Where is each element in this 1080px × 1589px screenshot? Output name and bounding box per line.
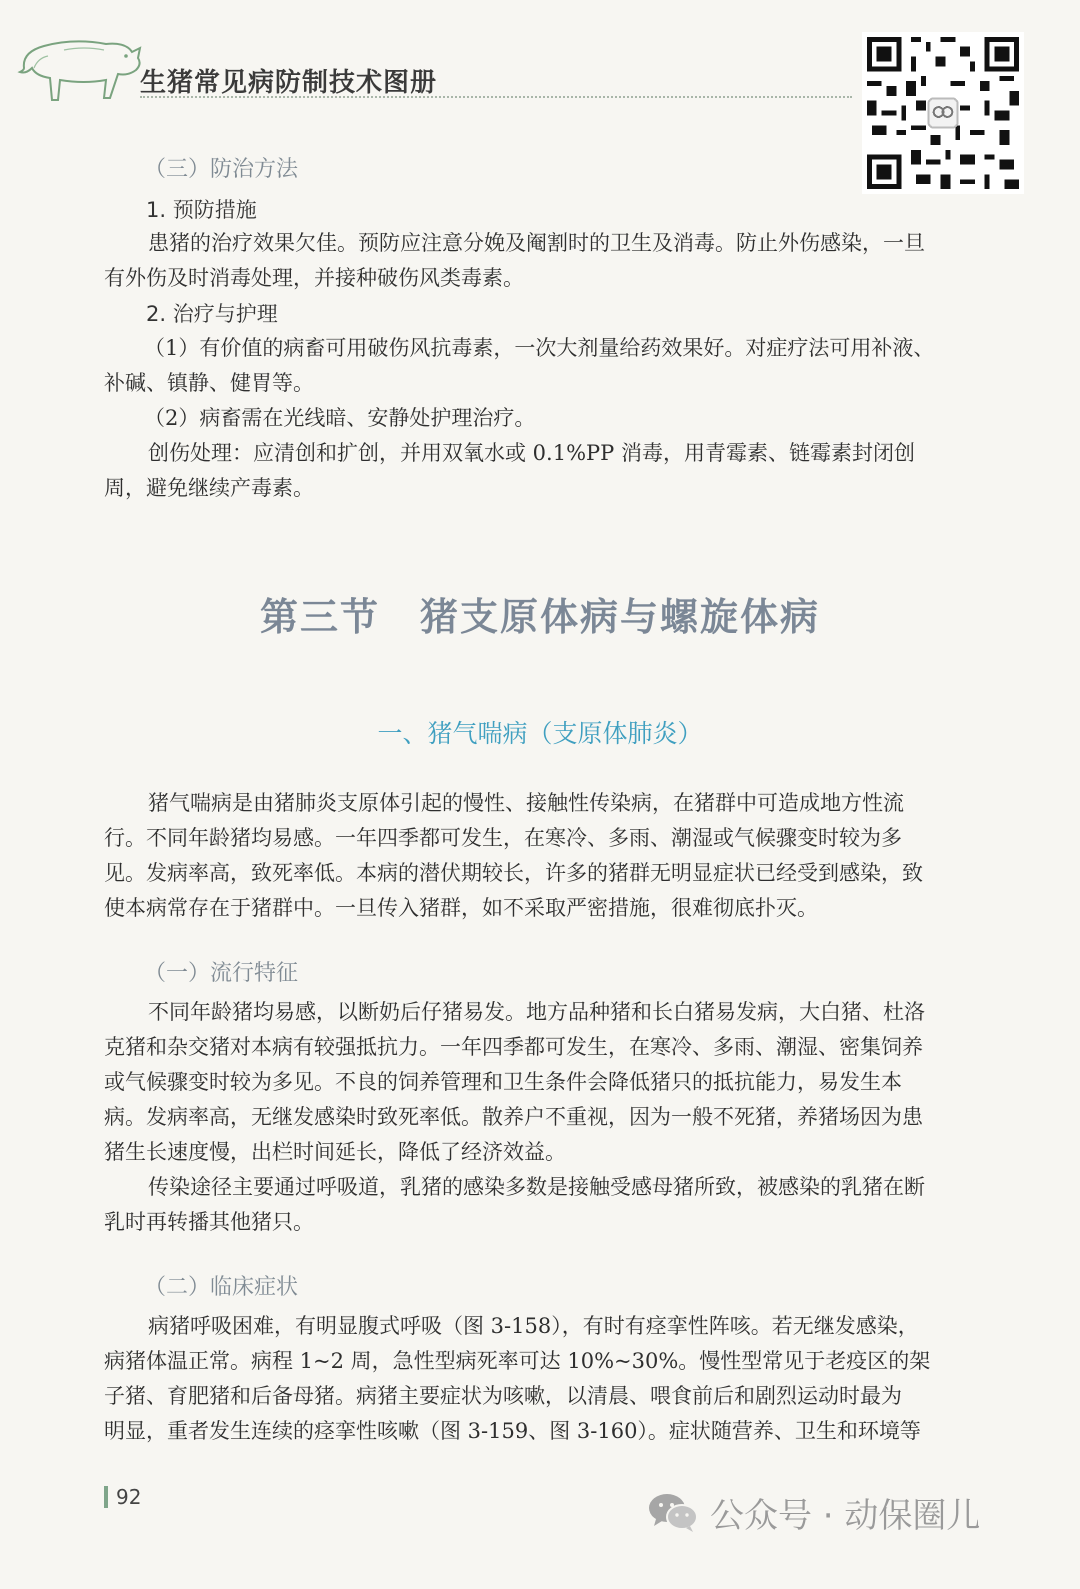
clinical-heading: （二）临床症状 xyxy=(144,1275,299,1300)
text-line: （2）病畜需在光线暗、安静处护理治疗。 xyxy=(144,406,536,430)
epidemiology-paragraph-2 xyxy=(104,1170,1004,1240)
text-line: 子猪、育肥猪和后备母猪。病猪主要症状为咳嗽，以清晨、喂食前后和剧烈运动时最为 xyxy=(104,1384,902,1408)
header-divider xyxy=(140,96,852,98)
wechat-icon xyxy=(646,1490,700,1534)
text-line: 创伤处理：应清创和扩创，并用双氧水或 0.1%PP 消毒，用青霉素、链霉素封闭创 xyxy=(148,441,915,465)
book-title: 生猪常见病防制技术图册 xyxy=(140,68,438,98)
text-line: 补碱、镇静、健胃等。 xyxy=(104,371,314,395)
qr-code-icon[interactable] xyxy=(862,32,1024,194)
text-line: 使本病常存在于猪群中。一旦传入猪群，如不采取严密措施，很难彻底扑灭。 xyxy=(104,896,818,920)
text-line: 见。发病率高，致死率低。本病的潜伏期较长，许多的猪群无明显症状已经受到感染，致 xyxy=(104,861,923,885)
text-line: 猪生长速度慢，出栏时间延长，降低了经济效益。 xyxy=(104,1140,566,1164)
text-line: 明显，重者发生连续的痉挛性咳嗽（图 3-159、图 3-160）。症状随营养、卫生和环境等 xyxy=(104,1419,921,1443)
text-line: （1）有价值的病畜可用破伤风抗毒素，一次大剂量给药效果好。对症疗法可用补液、 xyxy=(144,336,935,360)
text-line: 猪气喘病是由猪肺炎支原体引起的慢性、接触性传染病，在猪群中可造成地方性流 xyxy=(148,791,904,815)
text-line: 周，避免继续产毒素。 xyxy=(104,476,314,500)
section-title: 第三节 猪支原体病与螺旋体病 xyxy=(259,594,820,639)
clinical-paragraph xyxy=(104,1309,1004,1449)
text-line: 传染途径主要通过呼吸道，乳猪的感染多数是接触受感母猪所致，被感染的乳猪在断 xyxy=(148,1175,925,1199)
text-line: 有外伤及时消毒处理，并接种破伤风类毒素。 xyxy=(104,266,524,290)
text-line: 或气候骤变时较为多见。不良的饲养管理和卫生条件会降低猪只的抵抗能力，易发生本 xyxy=(104,1070,902,1094)
prevention-measures-title: 1. 预防措施 xyxy=(146,198,257,222)
text-line: 不同年龄猪均易感，以断奶后仔猪易发。地方品种猪和长白猪易发病，大白猪、杜洛 xyxy=(148,1000,925,1024)
watermark-text: 公众号 · 动保圈儿 xyxy=(710,1495,981,1536)
epidemiology-heading: （一）流行特征 xyxy=(144,961,299,986)
text-line: 乳时再转播其他猪只。 xyxy=(104,1210,314,1234)
subsection-title: 一、猪气喘病（支原体肺炎） xyxy=(377,719,703,748)
epidemiology-paragraph-1 xyxy=(104,995,1004,1170)
watermark xyxy=(646,1488,980,1536)
text-line: 行。不同年龄猪均易感。一年四季都可发生，在寒冷、多雨、潮湿或气候骤变时较为多 xyxy=(104,826,902,850)
intro-paragraph xyxy=(104,786,1004,926)
treatment-title: 2. 治疗与护理 xyxy=(146,302,278,326)
prevention-measures-text xyxy=(104,226,1004,296)
text-line: 病猪呼吸困难，有明显腹式呼吸（图 3-158），有时有痉挛性阵咳。若无继发感染， xyxy=(148,1314,919,1338)
page-number: 92 xyxy=(104,1486,141,1508)
page-header xyxy=(0,0,1080,120)
treatment-text xyxy=(104,331,1004,506)
text-line: 患猪的治疗效果欠佳。预防应注意分娩及阉割时的卫生及消毒。防止外伤感染，一旦 xyxy=(148,231,925,255)
text-line: 病。发病率高，无继发感染时致死率低。散养户不重视，因为一般不死猪，养猪场因为患 xyxy=(104,1105,923,1129)
text-line: 克猪和杂交猪对本病有较强抵抗力。一年四季都可发生，在寒冷、多雨、潮湿、密集饲养 xyxy=(104,1035,923,1059)
pig-icon xyxy=(14,28,144,106)
text-line: 病猪体温正常。病程 1~2 周，急性型病死率可达 10%~30%。慢性型常见于老疫区的架 xyxy=(104,1349,931,1373)
prevention-heading: （三）防治方法 xyxy=(144,157,299,182)
